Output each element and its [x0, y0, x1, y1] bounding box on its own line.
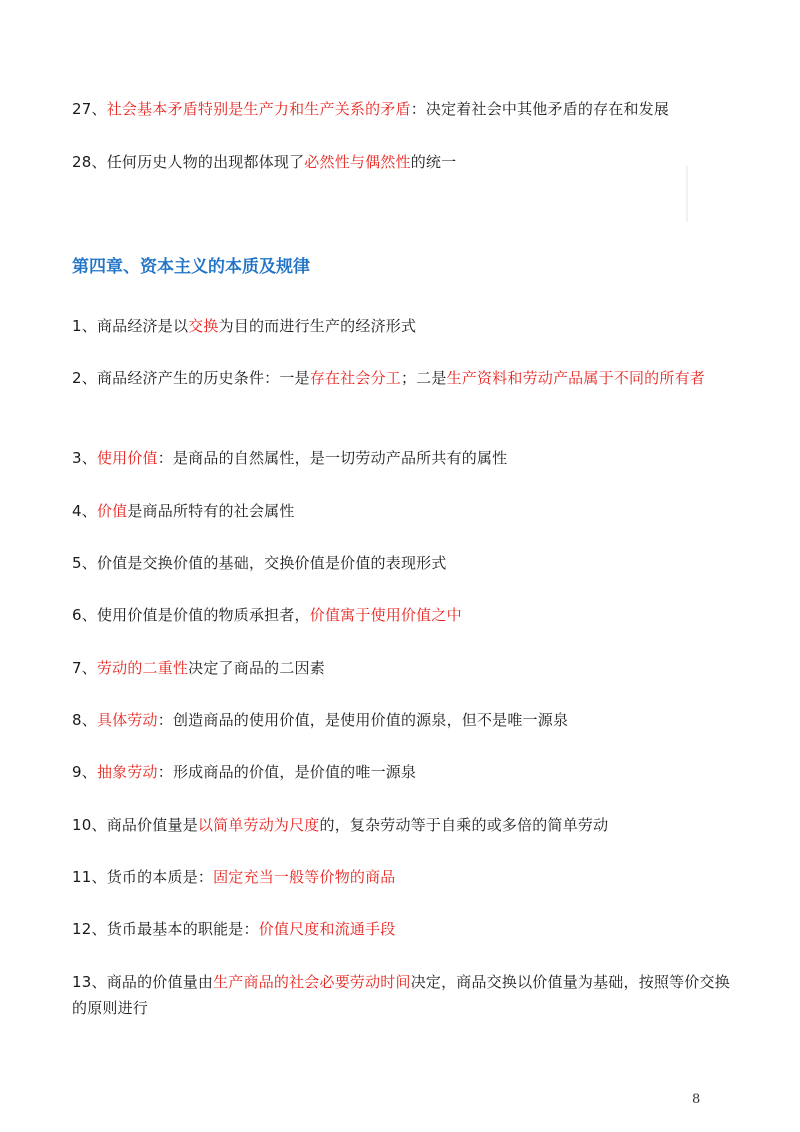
item-text: ：形成商品的价值，是价值的唯一源泉 — [157, 763, 417, 781]
item-number: 8、 — [72, 711, 97, 729]
list-item-27 — [72, 96, 732, 122]
item-text-highlight: 社会基本矛盾特别是生产力和生产关系的矛盾 — [106, 100, 411, 118]
item-number: 10、 — [72, 816, 107, 834]
item-text: ：是商品的自然属性，是一切劳动产品所共有的属性 — [157, 449, 508, 467]
item-number: 28、 — [72, 153, 107, 171]
item-number: 6、 — [72, 606, 97, 624]
item-text-highlight: 以简单劳动为尺度 — [197, 816, 320, 834]
item-text: 商品的价值量由 — [106, 973, 214, 991]
item-number: 11、 — [72, 868, 107, 886]
item-text: 决定，商品交换以价值量为基础，按照等价交换的原则进行 — [72, 973, 730, 1017]
item-text: 商品经济产生的历史条件：一是 — [96, 369, 310, 387]
item-text-highlight: 抽象劳动 — [96, 763, 158, 781]
list-item-5 — [72, 550, 732, 576]
item-text-highlight: 价值 — [96, 502, 128, 520]
list-item-6 — [72, 602, 732, 628]
scan-artifact-line — [686, 166, 688, 222]
item-text-highlight: 生产商品的社会必要劳动时间 — [213, 973, 411, 991]
item-text: ：决定着社会中其他矛盾的存在和发展 — [410, 100, 670, 118]
item-text-highlight: 固定充当一般等价物的商品 — [213, 868, 396, 886]
list-item-12 — [72, 916, 732, 942]
item-text-highlight: 使用价值 — [96, 449, 158, 467]
item-text: 决定了商品的二因素 — [188, 659, 325, 677]
item-number: 2、 — [72, 369, 97, 387]
item-text: 是商品所特有的社会属性 — [127, 502, 295, 520]
item-text-highlight: 生产资料和劳动产品属于不同的所有者 — [446, 369, 705, 387]
list-item-10 — [72, 812, 732, 838]
item-text-highlight: 劳动的二重性 — [96, 659, 189, 677]
item-text: 的统一 — [410, 153, 457, 171]
page-number: 8 — [692, 1092, 701, 1107]
chapter-title: 第四章、资本主义的本质及规律 — [72, 257, 310, 277]
item-text-highlight: 价值尺度和流通手段 — [258, 920, 396, 938]
list-item-1 — [72, 313, 732, 339]
list-item-11 — [72, 864, 732, 890]
item-text: 价值是交换价值的基础，交换价值是价值的表现形式 — [96, 554, 447, 572]
item-number: 5、 — [72, 554, 97, 572]
item-text-highlight: 必然性与偶然性 — [304, 153, 411, 171]
item-number: 27、 — [72, 100, 107, 118]
list-item-3 — [72, 445, 732, 471]
item-number: 7、 — [72, 659, 97, 677]
item-number: 4、 — [72, 502, 97, 520]
item-text: ；二是 — [400, 369, 447, 387]
item-text: 商品经济是以 — [96, 317, 189, 335]
item-text: ：创造商品的使用价值，是使用价值的源泉，但不是唯一源泉 — [157, 711, 569, 729]
item-text-highlight: 交换 — [188, 317, 219, 335]
item-number: 9、 — [72, 763, 97, 781]
list-item-4 — [72, 498, 732, 524]
item-text: 使用价值是价值的物质承担者， — [96, 606, 310, 624]
list-item-28 — [72, 149, 732, 175]
item-text: 货币的本质是： — [106, 868, 214, 886]
item-text: 任何历史人物的出现都体现了 — [106, 153, 305, 171]
item-text: 为目的而进行生产的经济形式 — [218, 317, 417, 335]
item-number: 3、 — [72, 449, 97, 467]
item-text: 货币最基本的职能是： — [106, 920, 259, 938]
list-item-13 — [72, 969, 732, 1021]
list-item-8 — [72, 707, 732, 733]
list-item-9 — [72, 759, 732, 785]
item-number: 12、 — [72, 920, 107, 938]
item-text-highlight: 价值寓于使用价值之中 — [309, 606, 462, 624]
item-text: 商品价值量是 — [106, 816, 198, 834]
item-number: 1、 — [72, 317, 97, 335]
list-item-2 — [72, 365, 732, 391]
item-text-highlight: 具体劳动 — [96, 711, 158, 729]
item-text-highlight: 存在社会分工 — [309, 369, 401, 387]
item-text: 的，复杂劳动等于自乘的或多倍的简单劳动 — [319, 816, 609, 834]
item-number: 13、 — [72, 973, 107, 991]
list-item-7 — [72, 655, 732, 681]
